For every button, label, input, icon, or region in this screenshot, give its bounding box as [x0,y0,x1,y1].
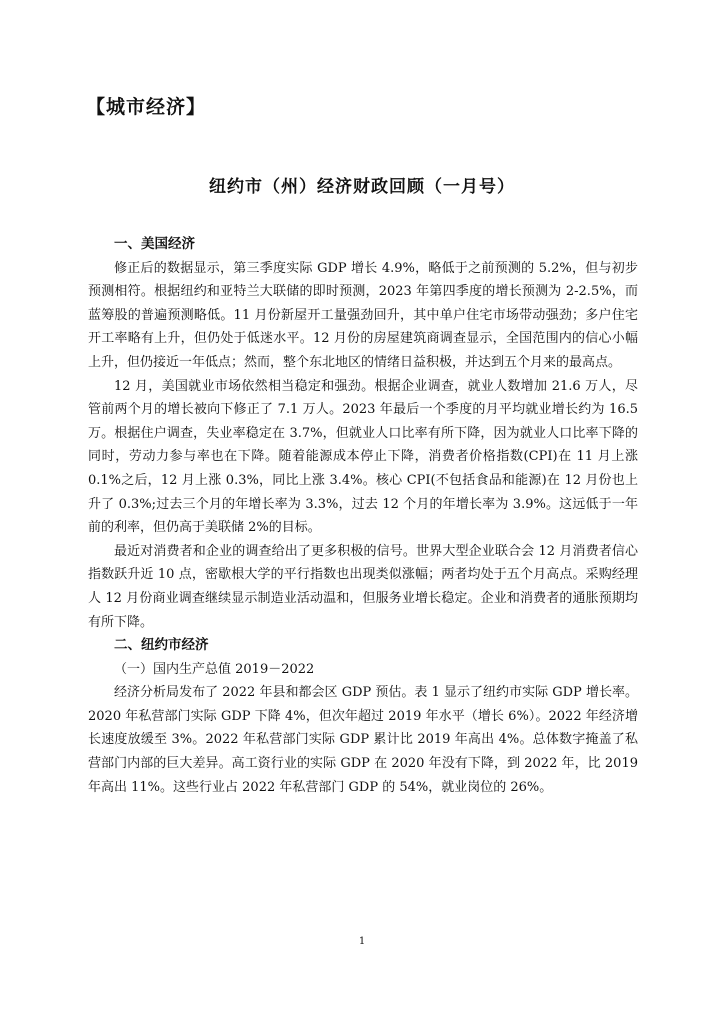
subsection-heading-gdp: （一）国内生产总值 2019－2022 [114,661,315,677]
document-title: 纽约市（州）经济财政回顾（一月号） [209,177,515,197]
paragraph: 最近对消费者和企业的调查给出了更多积极的信号。世界大型企业联合会 12 月消费者信心指数跃升近 10 点，密歇根大学的平行指数也出现类似涨幅；两者均处于五个月高点。采购经理人 12 月份商业调查继续显示制造业活动温和，但服务业增长稳定。企业和消费者的通胀预期均有所下降。 [88,543,638,630]
section-heading-us-economy: 一、美国经济 [114,236,195,252]
paragraph: 经济分析局发布了 2022 年县和都会区 GDP 预估。表 1 显示了纽约市实际 GDP 增长率。2020 年私营部门实际 GDP 下降 4%，但次年超过 2019 年水平（增长 6%）。2022 年经济增长速度放缓至 3%。2022 年私营部门实际 GDP 累计比 2019 年高出 4%。总体数字掩盖了私营部门内部的巨大差异。高工资行业的实际 GDP 在 2020 年没有下降，到 2022 年，比 2019 年高出 11%。这些行业占 2022 年私营部门 GDP 的 54%，就业岗位的 26%。 [88,685,638,795]
section-tag: 【城市经济】 [86,96,207,118]
paragraph: 修正后的数据显示，第三季度实际 GDP 增长 4.9%，略低于之前预测的 5.2%，但与初步预测相符。根据纽约和亚特兰大联储的即时预测，2023 年第四季度的增长预测为 2-2.5%，而蓝筹股的普遍预测略低。11 月份新屋开工量强劲回升，其中单户住宅市场带动强劲；多户住宅开工率略有上升，但仍处于低迷水平。12 月份的房屋建筑商调查显示，全国范围内的信心小幅上升，但仍接近一年低点；然而，整个东北地区的情绪日益积极，并达到五个月来的最高点。 [88,260,638,370]
page-number: 1 [358,936,366,947]
section-heading-nyc-economy: 二、纽约市经济 [114,637,209,654]
paragraph: 12 月，美国就业市场依然相当稳定和强劲。根据企业调查，就业人数增加 21.6 万人，尽管前两个月的增长被向下修正了 7.1 万人。2023 年最后一个季度的月平均就业增长约为 16.5 万。根据住户调查，失业率稳定在 3.7%，但就业人口比率有所下降，因为就业人口比率下降的同时，劳动力参与率也在下降。随着能源成本停止下降，消费者价格指数(CPI)在 11 月上涨 0.1%之后，12 月上涨 0.3%，同比上涨 3.4%。核心 CPI(不包括食品和能源)在 12 月份也上升了 0.3%;过去三个月的年增长率为 3.3%，过去 12 个月的年增长率为 3.9%。这远低于一年前的利率，但仍高于美联储 2%的目标。 [88,378,638,536]
document-body [88,233,638,799]
